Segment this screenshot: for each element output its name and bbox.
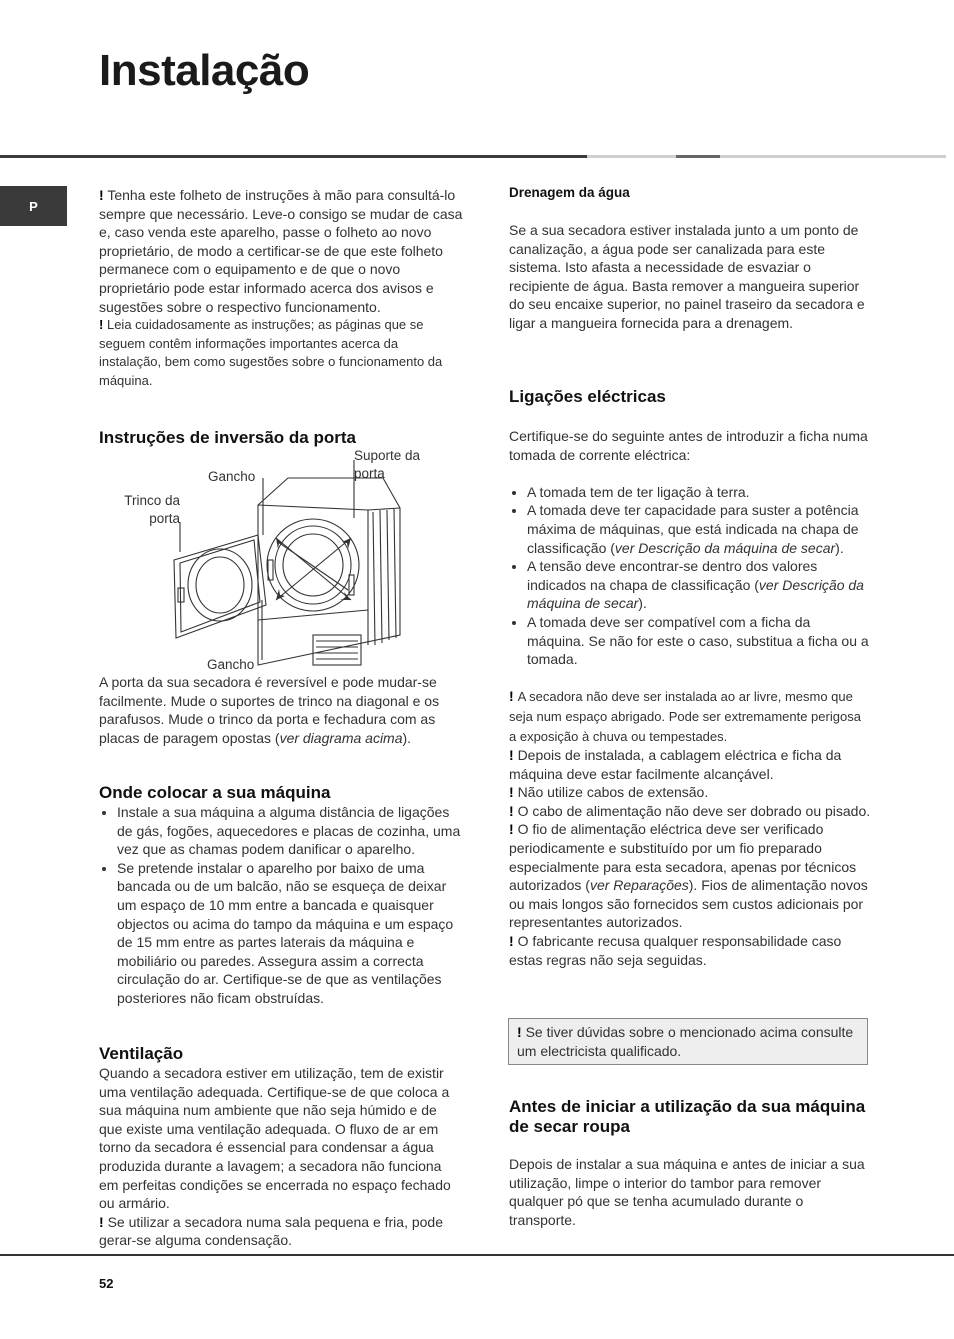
electrical-warnings: ! A secadora não deve ser instalada ao ar livre, mesmo que seja num espaço abrigado. Pode ser extremamente perigosa a exposição à chuva ou tempestades. ! Depois de instalada, a cablagem eléctrica e ficha da máquina deve estar facilmente alcançável. ! Não utilize cabos de extensão. ! O cabo de alimentação não deve ser dobrado ou pisado. ! O fio de alimentação eléctrica deve ser verificado periodicamente e substituído por um fio preparado especialmente para esta secadora, apenas por técnicos autorizados (ver Reparações). Fios de alimentação novos ou mais longos são fornecidos sem custos adicionais por representantes autorizados. ! O fabricante recusa qualquer responsabilidade caso estas regras não seja seguidas. [509,688,871,968]
label-trinco-porta: Trinco da porta [124,493,180,526]
electrical-item: • A tomada deve ter capacidade para suster a potência máxima de máquinas, que está indicada na chapa de classificação (ver Descrição da máquina de secar). [527,501,871,557]
footer-rule [0,1254,954,1256]
before-use-text: Depois de instalar a sua máquina e antes de iniciar a sua utilização, limpe o interior do tambor para remover qualquer pó que se tenha acumulado durante o transporte. [509,1156,865,1228]
placement-list [99,803,463,1008]
label-gancho-top: Gancho [208,469,256,484]
dryer-illustration [168,460,418,675]
door-text: A porta da sua secadora é reversível e pode mudar-se facilmente. Mude o suportes de trinco na diagonal e os parafusos. Mude o trinco da porta e fechadura com as placas de paragem opostas (ver diagrama acima). [99,674,440,746]
door-reversal-heading: Instruções de inversão da porta [99,428,356,447]
placement-heading: Onde colocar a sua máquina [99,783,331,802]
drainage-text: Se a sua secadora estiver instalada junto a um ponto de canalização, a água pode ser canalizada para este sistema. Isto afasta a necessidade de esvaziar o recipiente de água. Basta remover a mangueira superior do seu encaixe superior, no painel traseiro da secadora e ligar a mangueira fornecida para a drenagem. [509,222,865,331]
ventilation-heading: Ventilação [99,1044,184,1063]
label-gancho-bottom: Gancho [207,657,255,672]
language-tab: P [0,186,67,226]
electrical-item: • A tomada tem de ter ligação à terra. [527,483,871,502]
ventilation-text: Quando a secadora estiver em utilização, tem de existir uma ventilação adequada. Certifique-se de que coloca a sua máquina num ambiente que não seja húmido e de que existe uma ventilação adequada. O fluxo de ar em torno da secadora é essencial para condensar a água produzida durante a lavagem; a secadora não funciona em perfeitas condições se encerrada no espaço fechado ou armário. ! Se utilizar a secadora numa sala pequena e fria, pode gerar-se alguma condensação. [99,1065,451,1249]
page-title: Instalação [99,46,310,95]
page-number: 52 [99,1276,114,1291]
placement-item: • Se pretende instalar o aparelho por baixo de uma bancada ou de um balcão, não se esqueça de deixar um espaço de 10 mm entre a bancada e quaisquer objectos ou acima do tampo da máquina e um espaço de 15 mm entre as partes laterais da máquina e mobiliário ou paredes. Assegura assim a correcta circulação do ar. Certifique-se de que as ventilações posteriores não ficam obstruídas. [117,859,463,1008]
electrical-item: • A tomada deve ser compatível com a ficha da máquina. Se não for este o caso, substitua a ficha ou a tomada. [527,613,871,669]
drainage-heading: Drenagem da água [509,185,630,200]
intro-paragraph-1: ! Tenha este folheto de instruções à mão para consultá-lo sempre que necessário. Leve-o consigo se mudar de casa e, caso venda este aparelho, passe o folheto ao novo proprietário, de modo a certificar-se de que este folheto permanece com o equipamento e de que o novo proprietário pode estar informado acerca dos avisos e sugestões sobre o respectivo funcionamento. [99,187,463,315]
note-box: ! Se tiver dúvidas sobre o mencionado acima consulte um electricista qualificado. [508,1018,868,1065]
electrical-intro: Certifique-se do seguinte antes de introduzir a ficha numa tomada de corrente eléctrica: [509,428,868,463]
left-column [99,186,463,391]
electrical-item: • A tensão deve encontrar-se dentro dos valores indicados na chapa de classificação (ver Descrição da máquina de secar). [527,557,871,613]
electrical-heading: Ligações eléctricas [509,387,666,406]
intro-paragraph-2: ! Leia cuidadosamente as instruções; as páginas que se seguem contêm informações importantes acerca da instalação, bem como sugestões sobre o funcionamento da máquina. [99,317,443,388]
electrical-section [509,427,871,969]
label-suporte-porta: Suporte da porta [354,448,421,481]
before-use-heading: Antes de iniciar a utilização da sua máquina de secar roupa [509,1097,866,1136]
placement-item: • Instale a sua máquina a alguma distância de ligações de gás, fogões, aquecedores e placas de cozinha, uma vez que as chamas podem danificar o aparelho. [117,803,463,859]
